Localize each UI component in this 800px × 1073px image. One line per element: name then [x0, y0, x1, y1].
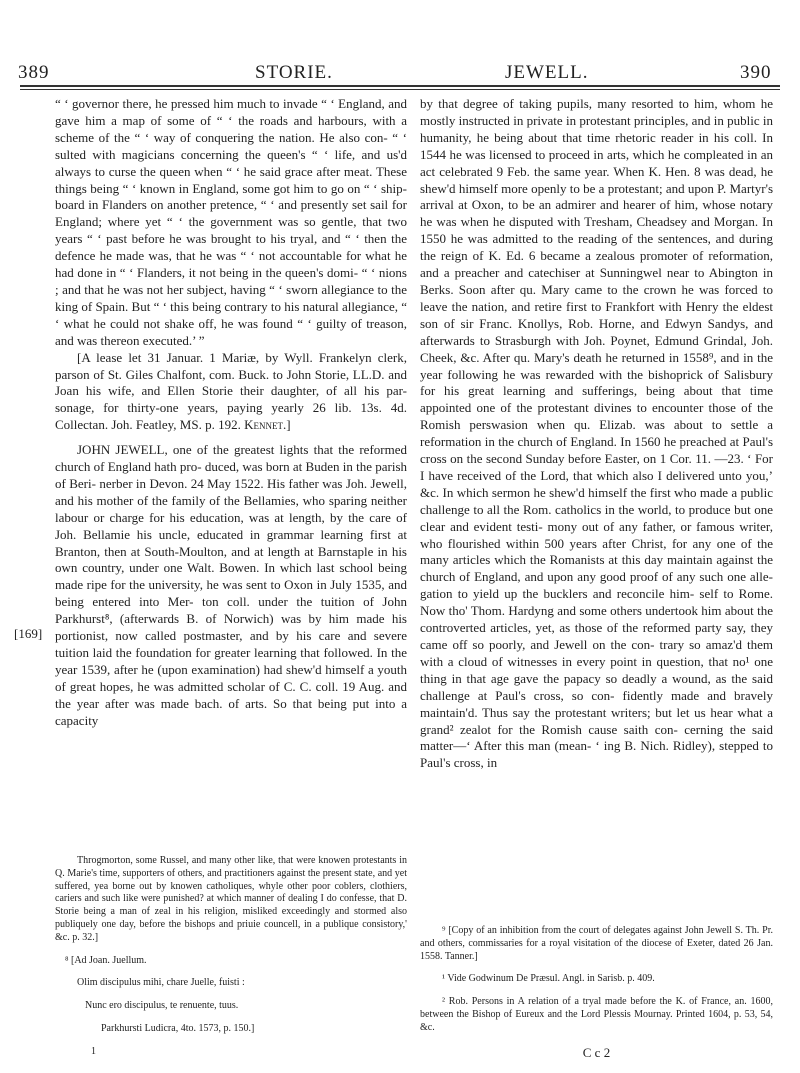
- running-header: [0, 60, 800, 86]
- footnote-9: ⁹ [Copy of an inhibition from the court of delegates against John Jewell S. Th. Pr. and others, commissaries for a royal visitation of the diocese of Exeter, dated 26 Jan. 1558. Tanner.]: [420, 925, 773, 962]
- page-number-right: 390: [740, 62, 772, 83]
- quotation: “ ‘ governor there, he pressed him much to invade “ ‘ England, and gave him a map of some of “ ‘ the roads and harbours, with a scheme of the “ ‘ way of conquering the nation. He also con- “ ‘ sulted with magicians concerning the queen's “ ‘ life, and us'd always to curse the queen when “ ‘ he said grace after meat. These things being “ ‘ known in England, some got him to go on “ ‘ ship-board in Flanders on another pretence, “ ‘ and presently set sail for England; where yet “ ‘ the government was so gentle, that two years “ ‘ past before he was brought to his tryal, and “ ‘ then the defence he made was, that he was “ ‘ not accountable for what he had done in “ ‘ Flanders, it not being in the queen's domi- “ ‘ nions ; and that he was not her subject, having “ ‘ sworn allegiance to the king of Spain. But “ ‘ this being contrary to his natural allegiance, “ ‘ what he could not shake off, he was found “ ‘ guilty of treason, and was thereon executed.’ ”: [55, 96, 407, 348]
- margin-page-note: [169]: [14, 626, 43, 641]
- jewell-entry-continued: by that degree of taking pupils, many resorted to him, whom he mostly instructed in private in protestant principles, and in public in humanity, he being about that time rhetoric reader in his coll. In 1544 he was licensed to proceed in arts, which he compleated in an act celebrated 9 Feb. the same year. When K. Hen. 8 was dead, he shew'd himself more openly to be a protestant; and upon P. Martyr's arrival at Oxon, to be an admirer and hearer of him, whose notary he was when he disputed with Tresham, Cheadsey and Morgan. In 1550 he was admitted to the reading of the sentences, and during the reign of K. Ed. 6 became a zealous promoter of reformation, and a preacher and catechiser at Sunningwel near to Abington in Berks. Soon after qu. Mary came to the crown he was forced to leave the nation, and retire first to Frankfort with Henry the eldest son of sir Franc. Knollys, Rob. Horne, and Edwyn Sandys, and afterwards to Strasburgh with Joh. Poynet, Edmund Grindal, Joh. Cheek, &c. After qu. Mary's death he returned in 1558⁹, and in the year following he was rewarded with the bishoprick of Salisbury for his great learning and sufferings, being about that time appointed one of the protestant divines to encounter those of the Romish perswasion when qu. Elizab. was about to settle a reformation in the church of England. In 1560 he preached at Paul's cross on the second Sunday before Easter, on 1 Cor. 11. —23. ‘ For I have received of the Lord, that which also I delivered unto you,’ &c. In which sermon he shew'd himself the first who made a public challenge to all the Rom. catholics in the world, to produce but one clear and evident testi- mony out of any father, or famous writer, who flourished within 500 years after Christ, for any one of the many articles which the Romanists at this day maintain against the church of England, and upon any good proof of any such one alle- gation to yield up the bucklers and reconcile him- self to Rome. Now tho' Thom. Hardyng and some others undertook him about the controverted articles, yet, as those of the reformed party say, they came off so poorly, and Jewell on the con- trary so amaz'd them with a cloud of witnesses in every point in question, that no¹ one thing in that age gave the papacy so deadly a wound, as the said challenge at Paul's cross, so con- fidently made and bravely maintain'd. Thus say the protestant writers; but let us hear what a grand² zealot for the Romish cause saith con- cerning the said matter—‘ After this man (mean- ‘ ing B. Nich. Ridley), stepped to Paul's cross, in: [420, 96, 773, 771]
- footnote-8: ⁸ [Ad Joan. Juellum.: [65, 954, 147, 966]
- signature-mark-right: C c 2: [582, 1044, 611, 1060]
- lease-signature: Kennet.]: [244, 417, 291, 433]
- right-footnotes: [420, 925, 773, 1073]
- left-column: [55, 96, 407, 730]
- header-rule-thin: [20, 89, 780, 90]
- right-column: [420, 96, 773, 772]
- page-number-left: 389: [18, 62, 50, 83]
- left-footnotes: [55, 855, 407, 1069]
- jewell-entry: JOHN JEWELL, one of the greatest lights that the reformed church of England hath pro- duced, was born at Buden in the parish of Beri- nerber in Devon. 24 May 1522. His father was Joh. Jewell, and his mother of the family of the Bellamies, who sparing neither labour or charge for his education, was at length, by the care of Joh. Bellamie his uncle, educated in grammar learning first at Branton, then at South-Moulton, and at length at Barnstaple in his own country, under one Walt. Bowen. In which last school being made ripe for the university, he was sent to Oxon in July 1535, and being entered into Mer- ton coll. under the tuition of John Parkhurst⁸, (afterwards B. of Norwich) was by him made his portionist, now called postmaster, and by his care and severe tuition laid the foundation for greater learning that followed. In the year 1539, after he (upon examination) had shew'd himself a youth of great hopes, he was admitted scholar of C. C. coll. 19 Aug. and the year after was made bach. of arts. So that being put into a capacity: [55, 442, 407, 728]
- footnote-8-verse-1: Olim discipulus mihi, chare Juelle, fuisti :: [77, 977, 245, 989]
- footnote-8-source: Parkhursti Ludicra, 4to. 1573, p. 150.]: [101, 1022, 255, 1034]
- signature-mark-left: 1: [91, 1045, 96, 1057]
- header-rule: [20, 85, 780, 87]
- footnote-1: ¹ Vide Godwinum De Præsul. Angl. in Sarisb. p. 409.: [442, 973, 655, 985]
- footnote-continuation: Throgmorton, some Russel, and many other like, that were knowen protestants in Q. Marie's time, supporters of others, and practitioners against the present state, and yet suffered, yea borne out by knowen catholiques, whyle other poor coblers, clothiers, cariers and such like were punished? at which manner of dealing I do confesse, that D. Storie being a man of zeal in his religion, misliked exceedingly and stormed also publiquely one day, before the bishops and priuie councell, in a publique consistory,' &c. p. 32.]: [55, 855, 407, 943]
- footnote-8-verse-2: Nunc ero discipulus, te renuente, tuus.: [85, 1000, 239, 1012]
- running-title-left: STORIE.: [255, 62, 333, 83]
- running-title-right: JEWELL.: [505, 62, 589, 83]
- lease-text: [A lease let 31 Januar. 1 Mariæ, by Wyll. Frankelyn clerk, parson of St. Giles Chalfont, com. Buck. to John Storie, LL.D. and Joan his wife, and Ellen Storie their daughter, of all his par- sonage, for thirty-one years, paying yearly 26 lib. 13s. 4d. Collectan. Joh. Featley, MS. p. 192.: [55, 349, 407, 433]
- footnote-2: ² Rob. Persons in A relation of a tryal made before the K. of France, an. 1600, between the Bishop of Eureux and the Lord Plessis Mournay. Printed 1604, p. 53, 54, &c.: [420, 996, 773, 1033]
- lease-note: [55, 350, 407, 435]
